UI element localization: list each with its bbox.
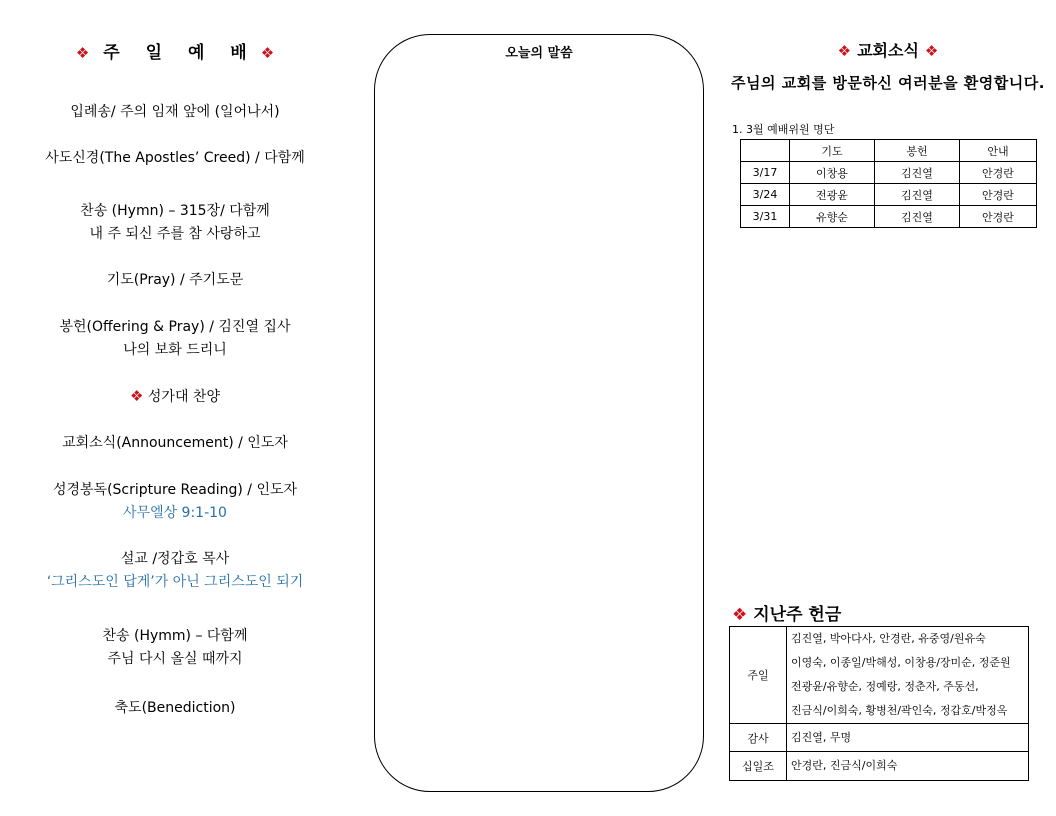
offering-category: 감사 xyxy=(730,724,787,752)
offering-names-line: 이영숙, 이종일/박해성, 이창용/장미순, 정준원 xyxy=(791,656,1011,669)
table-cell: 이창용 xyxy=(790,162,875,184)
offering-names-line: 김진열, 박아다사, 안경란, 유중영/원유숙 xyxy=(791,632,986,645)
hymn-title: 내 주 되신 주를 참 사랑하고 xyxy=(89,226,261,242)
news-title xyxy=(720,38,1056,61)
table-row xyxy=(741,184,1037,206)
staff-list-label: 1. 3월 예배위원 명단 xyxy=(732,123,835,136)
offering-table xyxy=(729,626,1029,781)
table-header-cell xyxy=(741,140,790,162)
red-diamond-icon: ❖ xyxy=(130,387,144,405)
order-line: 기도(Pray) / 주기도문 xyxy=(106,272,244,288)
table-row xyxy=(741,162,1037,184)
offering-category: 주일 xyxy=(730,627,787,724)
order-item-announcement xyxy=(0,432,350,455)
sermon-title: ‘그리스도인 답게’가 아닌 그리스도인 되기 xyxy=(46,574,304,590)
table-cell: 3/24 xyxy=(741,184,790,206)
offering-song-title: 나의 보화 드리니 xyxy=(123,342,227,358)
table-cell: 김진열 xyxy=(875,162,960,184)
red-diamond-icon: ❖ xyxy=(732,605,748,625)
order-line: 축도(Benediction) xyxy=(114,700,236,716)
table-cell: 안경란 xyxy=(960,162,1037,184)
welcome-message: 주님의 교회를 방문하신 여러분을 환영합니다. xyxy=(731,74,1045,92)
order-item-closing-hymn xyxy=(0,625,350,671)
table-header-cell: 기도 xyxy=(790,140,875,162)
table-row xyxy=(730,627,1029,724)
order-item-hymn xyxy=(0,200,350,246)
offering-title-text: 지난주 헌금 xyxy=(753,605,842,625)
table-cell: 유향순 xyxy=(790,206,875,228)
table-row xyxy=(730,752,1029,781)
offering-names-line: 안경란, 진금식/이희숙 xyxy=(791,759,898,772)
table-cell: 안경란 xyxy=(960,184,1037,206)
offering-names-cell xyxy=(787,627,1029,724)
offering-category: 십일조 xyxy=(730,752,787,781)
table-header-cell: 봉헌 xyxy=(875,140,960,162)
table-cell: 3/17 xyxy=(741,162,790,184)
order-line: 찬송 (Hymm) – 다함께 xyxy=(102,628,248,644)
table-header-row xyxy=(741,140,1037,162)
news-title-text: 교회소식 xyxy=(857,41,919,60)
order-item-choir xyxy=(0,385,350,409)
scripture-reference: 사무엘상 9:1-10 xyxy=(123,505,227,521)
order-item-sermon xyxy=(0,548,350,594)
red-diamond-icon: ❖ xyxy=(75,44,90,62)
red-diamond-icon: ❖ xyxy=(924,42,939,60)
order-line: 사도신경(The Apostles’ Creed) / 다함께 xyxy=(45,150,305,166)
order-line: 설교 /정갑호 목사 xyxy=(120,551,230,567)
table-header-cell: 안내 xyxy=(960,140,1037,162)
offering-names-cell xyxy=(787,752,1029,781)
order-line: 찬송 (Hymn) – 315장/ 다함께 xyxy=(80,203,270,219)
worship-staff-table xyxy=(740,139,1037,228)
order-item-scripture xyxy=(0,479,350,525)
church-news-column xyxy=(720,0,1056,816)
offering-title xyxy=(732,600,841,625)
order-line: 성경봉독(Scripture Reading) / 인도자 xyxy=(52,482,298,498)
sermon-notes-box xyxy=(374,34,704,792)
table-row xyxy=(730,724,1029,752)
worship-title-text: 주 일 예 배 xyxy=(103,43,257,63)
worship-title xyxy=(0,38,350,63)
red-diamond-icon: ❖ xyxy=(260,44,275,62)
order-line: 봉헌(Offering & Pray) / 김진열 집사 xyxy=(59,319,291,335)
offering-names-line: 진금식/이희숙, 황병천/곽인숙, 정갑호/박정옥 xyxy=(791,704,1008,717)
table-row xyxy=(741,206,1037,228)
order-item-apostles-creed xyxy=(0,147,350,170)
table-cell: 전광윤 xyxy=(790,184,875,206)
closing-hymn-title: 주님 다시 올실 때까지 xyxy=(107,651,243,667)
order-line: 성가대 찬양 xyxy=(147,389,220,405)
table-cell: 김진열 xyxy=(875,206,960,228)
order-line: 교회소식(Announcement) / 인도자 xyxy=(62,435,288,451)
order-item-offering xyxy=(0,316,350,362)
offering-names-line: 김진열, 무명 xyxy=(791,730,852,744)
worship-order-column xyxy=(0,0,350,816)
offering-names-cell xyxy=(787,724,1029,752)
order-item-entrance-song xyxy=(0,101,350,124)
order-item-prayer xyxy=(0,269,350,292)
table-cell: 안경란 xyxy=(960,206,1037,228)
sermon-notes-title: 오늘의 말씀 xyxy=(505,46,573,61)
table-cell: 3/31 xyxy=(741,206,790,228)
order-item-benediction xyxy=(0,697,350,720)
red-diamond-icon: ❖ xyxy=(837,42,852,60)
order-line: 입례송/ 주의 임재 앞에 (일어나서) xyxy=(70,104,280,120)
table-cell: 김진열 xyxy=(875,184,960,206)
offering-names-line: 전광윤/유향순, 정예랑, 정춘자, 주동선, xyxy=(791,680,979,693)
